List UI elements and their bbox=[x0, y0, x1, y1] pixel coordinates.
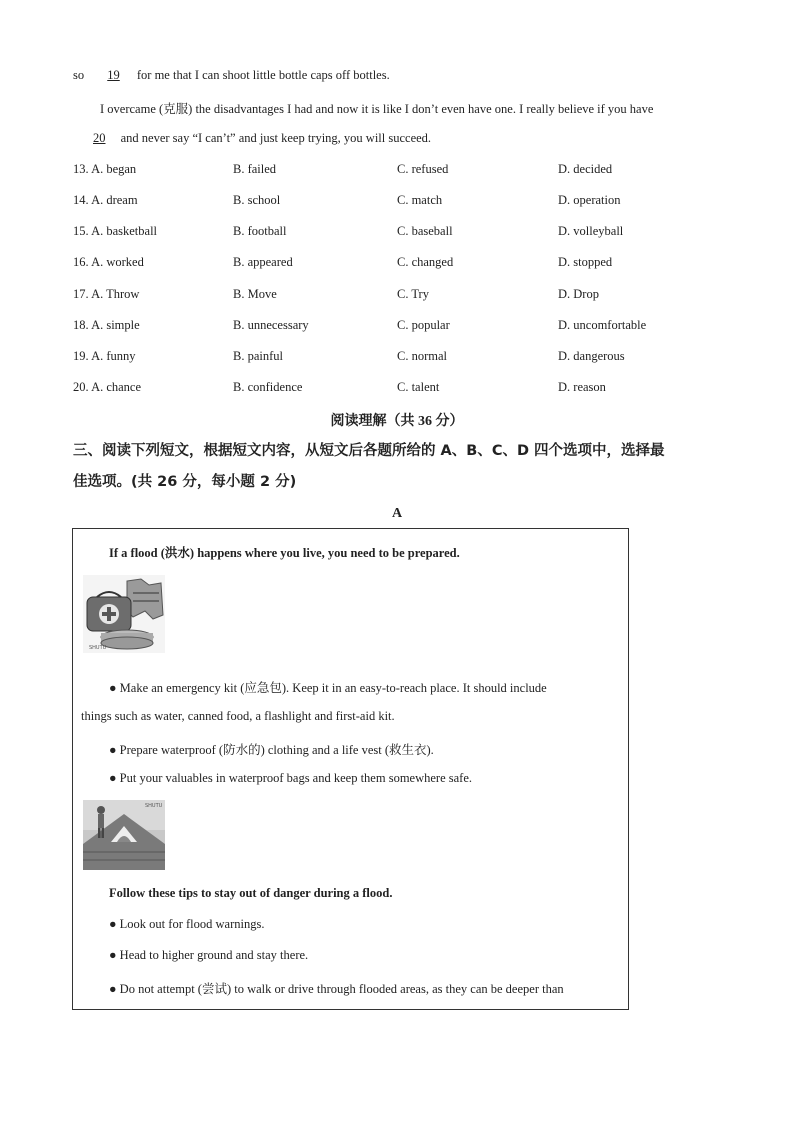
blank-19: 19 bbox=[107, 68, 120, 82]
option-a[interactable]: 14. A. dream bbox=[73, 193, 138, 207]
option-c[interactable]: C. talent bbox=[397, 380, 440, 394]
option-b[interactable]: B. appeared bbox=[233, 255, 293, 269]
option-d[interactable]: D. operation bbox=[558, 193, 621, 207]
flood-rooftop-image bbox=[83, 800, 165, 870]
question-14 bbox=[73, 193, 733, 211]
option-d[interactable]: D. reason bbox=[558, 380, 606, 394]
option-b[interactable]: B. unnecessary bbox=[233, 318, 309, 332]
option-c[interactable]: C. match bbox=[397, 193, 443, 207]
bullet-higher-ground: ● Head to higher ground and stay there. bbox=[109, 948, 309, 962]
question-18 bbox=[73, 318, 733, 336]
box-heading-2: Follow these tips to stay out of danger during a flood. bbox=[109, 886, 393, 900]
option-b[interactable]: B. painful bbox=[233, 349, 283, 363]
option-a[interactable]: 17. A. Throw bbox=[73, 287, 140, 301]
option-b[interactable]: B. Move bbox=[233, 287, 277, 301]
option-c[interactable]: C. Try bbox=[397, 287, 429, 301]
option-d[interactable]: D. volleyball bbox=[558, 224, 624, 238]
option-c[interactable]: C. popular bbox=[397, 318, 450, 332]
option-c[interactable]: C. baseball bbox=[397, 224, 453, 238]
option-b[interactable]: B. confidence bbox=[233, 380, 303, 394]
passage-box bbox=[72, 528, 629, 1010]
question-20 bbox=[73, 380, 733, 398]
bullet-valuables: ● Put your valuables in waterproof bags and keep them somewhere safe. bbox=[109, 771, 472, 785]
bullet-emergency-kit: ● Make an emergency kit (应急包). Keep it in an easy-to-reach place. It should include bbox=[109, 681, 547, 695]
part-label: A bbox=[391, 506, 403, 521]
question-17 bbox=[73, 287, 733, 305]
option-a[interactable]: 16. A. worked bbox=[73, 255, 144, 269]
bullet-emergency-kit-cont: things such as water, canned food, a flashlight and first-aid kit. bbox=[81, 709, 395, 723]
option-d[interactable]: D. uncomfortable bbox=[558, 318, 647, 332]
passage-text: for me that I can shoot little bottle caps off bottles. bbox=[136, 68, 390, 82]
option-b[interactable]: B. failed bbox=[233, 162, 277, 176]
question-16 bbox=[73, 255, 733, 273]
option-b[interactable]: B. football bbox=[233, 224, 287, 238]
passage-line-2: I overcame (克服) the disadvantages I had and now it is like I don’t even have one. I really believe if you have bbox=[100, 102, 654, 116]
blank-20: 20 bbox=[93, 131, 106, 145]
instruction-line-2: 佳选项。(共 26 分，每小题 2 分) bbox=[73, 474, 297, 490]
question-19 bbox=[73, 349, 733, 367]
option-c[interactable]: C. refused bbox=[397, 162, 449, 176]
option-a[interactable]: 13. A. began bbox=[73, 162, 137, 176]
option-a[interactable]: 18. A. simple bbox=[73, 318, 140, 332]
box-heading: If a flood (洪水) happens where you live, you need to be prepared. bbox=[109, 546, 460, 560]
option-d[interactable]: D. stopped bbox=[558, 255, 613, 269]
instruction-line-1: 三、阅读下列短文，根据短文内容，从短文后各题所给的 A、B、C、D 四个选项中，选择最 bbox=[73, 443, 665, 459]
svg-text:SHUTU: SHUTU bbox=[89, 645, 107, 651]
option-d[interactable]: D. decided bbox=[558, 162, 613, 176]
passage-line-1 bbox=[73, 68, 390, 83]
option-a[interactable]: 19. A. funny bbox=[73, 349, 136, 363]
question-13 bbox=[73, 162, 733, 180]
option-c[interactable]: C. normal bbox=[397, 349, 447, 363]
section-instruction bbox=[73, 436, 733, 498]
option-a[interactable]: 15. A. basketball bbox=[73, 224, 158, 238]
emergency-kit-image bbox=[83, 575, 165, 653]
passage-text: and never say “I can’t” and just keep trying, you will succeed. bbox=[120, 131, 432, 145]
bullet-flood-warnings: ● Look out for flood warnings. bbox=[109, 917, 265, 931]
section-title: 阅读理解（共 36 分） bbox=[330, 414, 464, 429]
option-b[interactable]: B. school bbox=[233, 193, 281, 207]
passage-line-3 bbox=[73, 131, 431, 146]
option-c[interactable]: C. changed bbox=[397, 255, 454, 269]
option-d[interactable]: D. dangerous bbox=[558, 349, 625, 363]
bullet-flooded-areas: ● Do not attempt (尝试) to walk or drive through flooded areas, as they can be deeper than bbox=[109, 982, 564, 996]
bullet-waterproof-clothing: ● Prepare waterproof (防水的) clothing and a life vest (救生衣). bbox=[109, 743, 434, 757]
svg-text:SHUTU: SHUTU bbox=[145, 803, 163, 809]
option-d[interactable]: D. Drop bbox=[558, 287, 599, 301]
question-15 bbox=[73, 224, 733, 242]
passage-text: so bbox=[73, 68, 85, 82]
option-a[interactable]: 20. A. chance bbox=[73, 380, 142, 394]
